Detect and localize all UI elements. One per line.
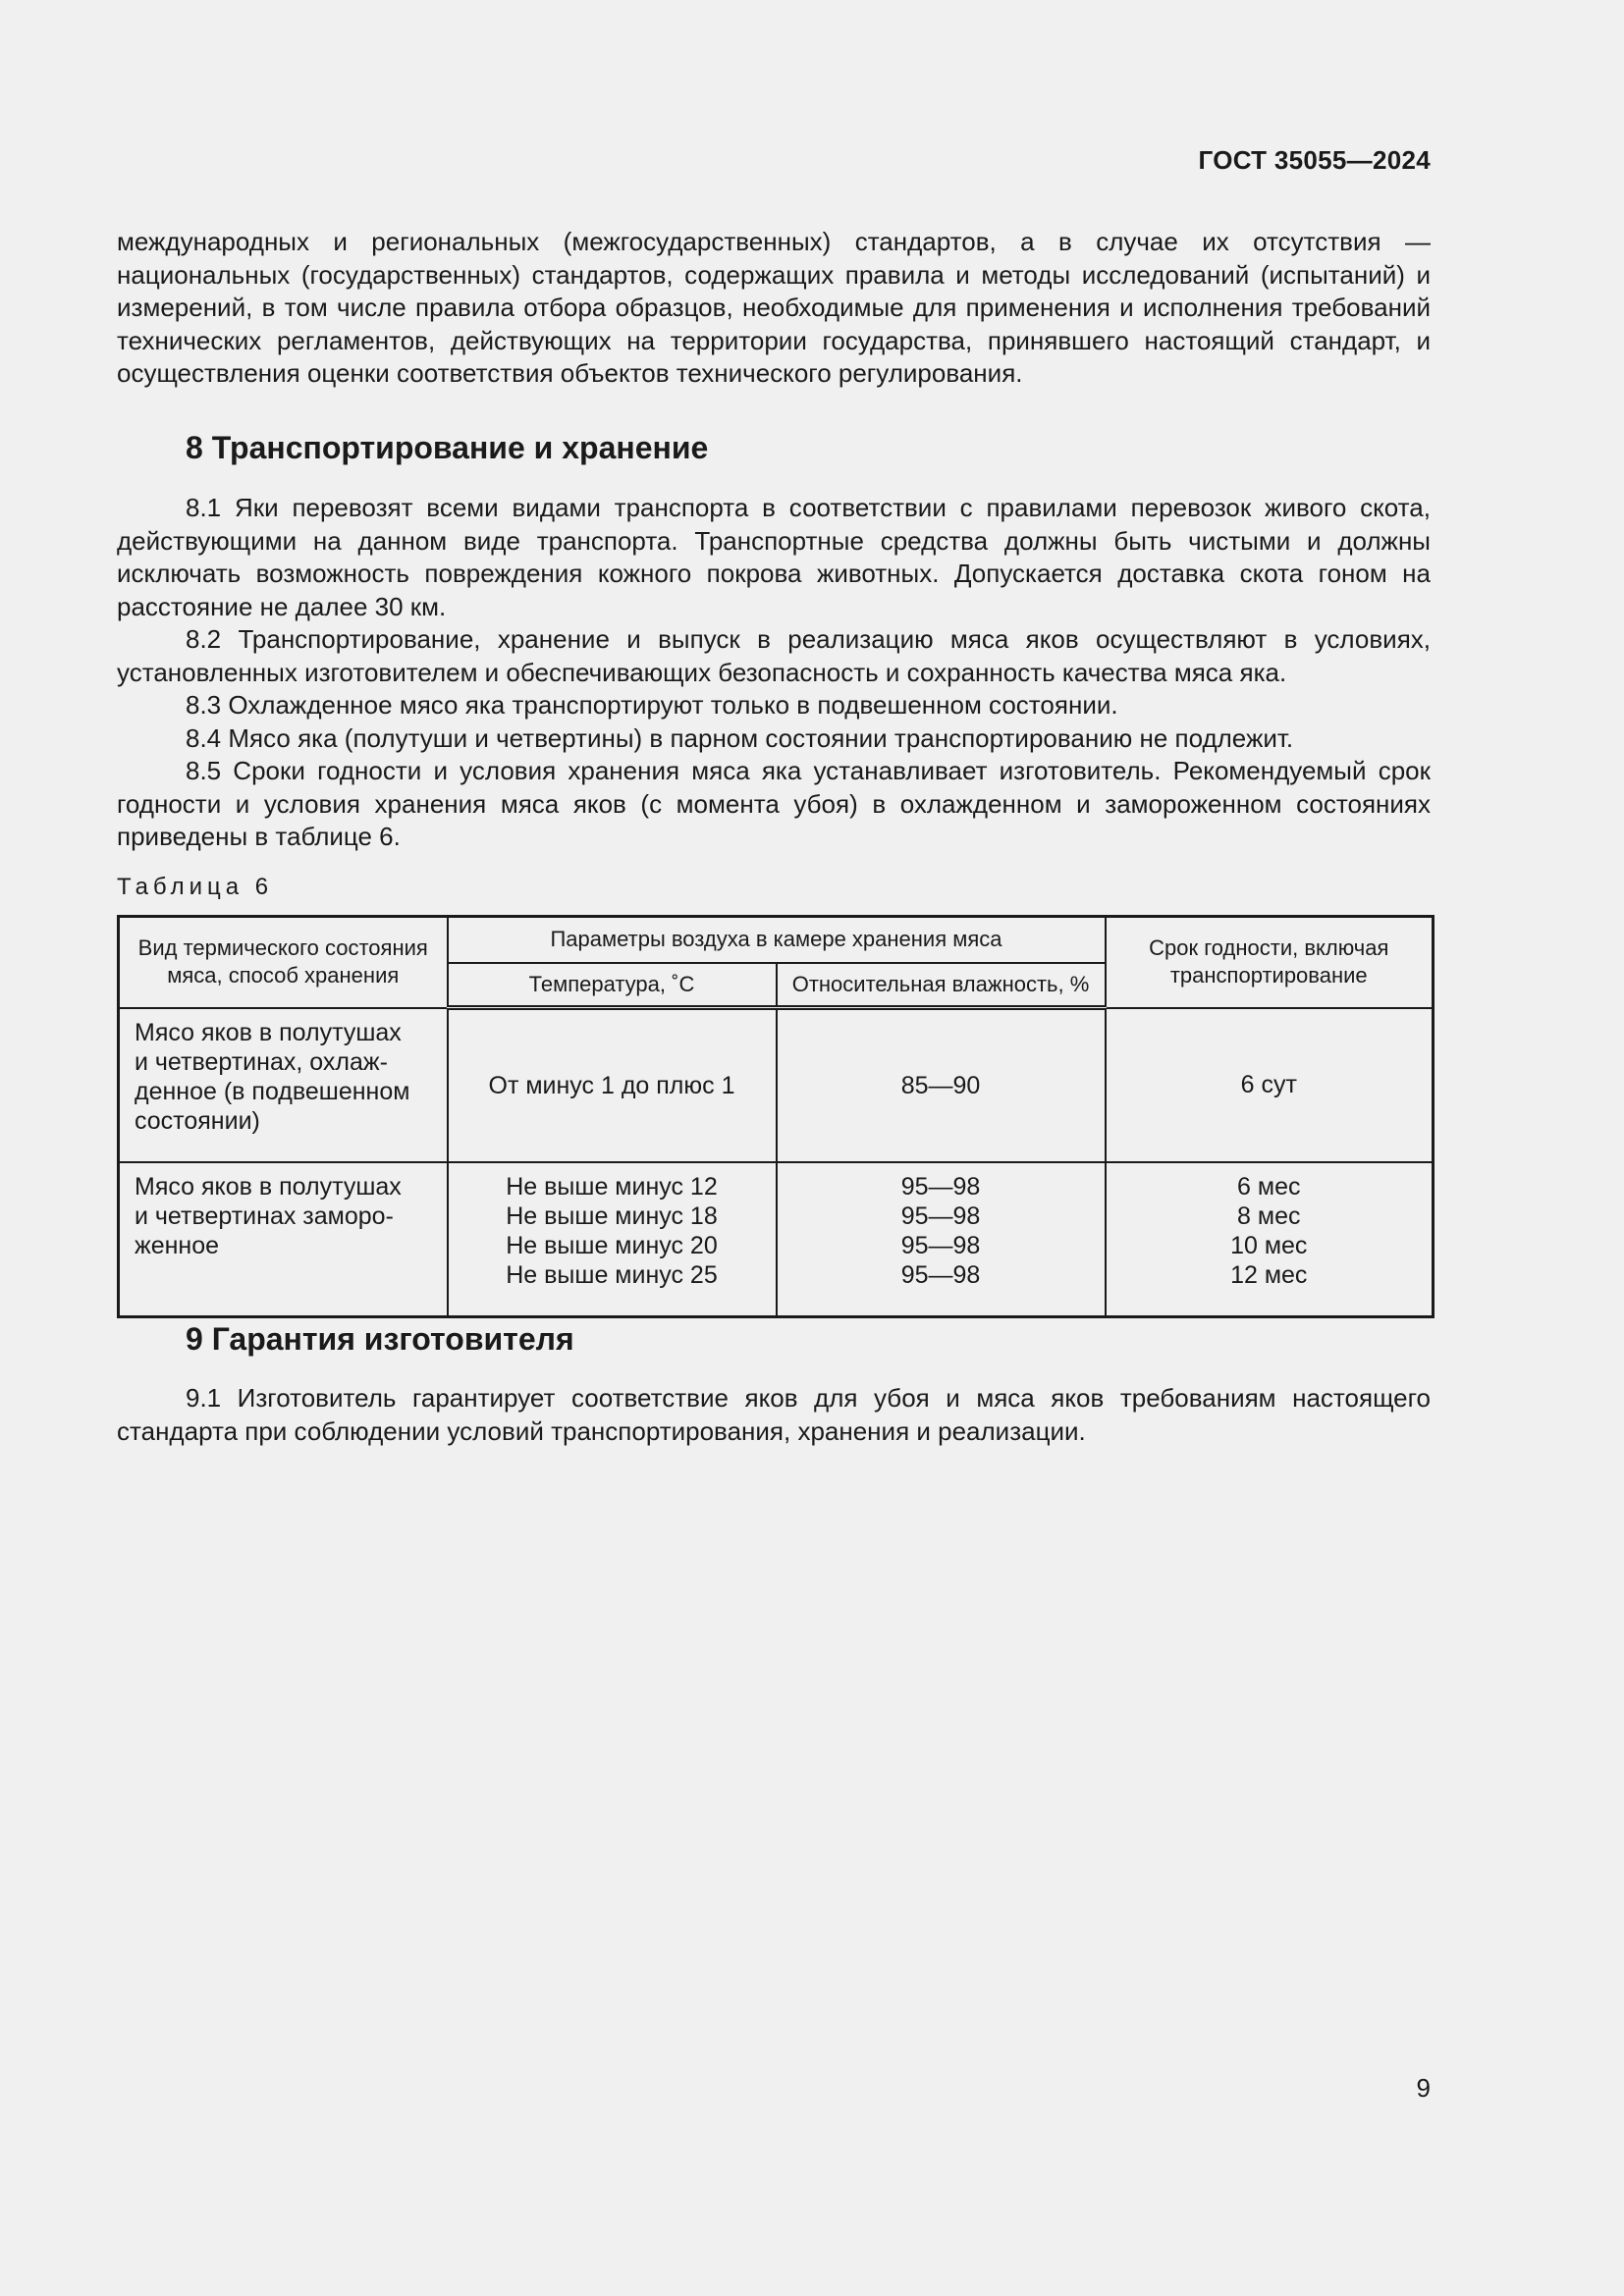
paragraph-9-1: 9.1 Изготовитель гарантирует соответствие яков для убоя и мяса яков требованиям настоящего стандарта при соблюдении условий транспортирования, хранения и реализации. — [117, 1383, 1431, 1446]
cell-shelf-life: 6 мес 8 мес 10 мес 12 мес — [1106, 1162, 1434, 1317]
document-code: ГОСТ 35055—2024 — [1198, 145, 1431, 175]
table-row — [119, 1008, 1434, 1162]
table-6-caption: Таблица 6 — [117, 874, 274, 900]
paragraph-8-5: 8.5 Сроки годности и условия хранения мяса яка устанавливает изготовитель. Рекомендуемый срок годности и условия хранения мяса яков (с момента убоя) в охлажденном и замороженном состояниях приведены в таблице 6. — [117, 756, 1431, 851]
paragraph-8-2: 8.2 Транспортирование, хранение и выпуск в реализацию мяса яков осуществляют в условиях, установленных изготовителем и обеспечивающих безопасность и сохранность качества мяса яка. — [117, 624, 1431, 687]
table-row — [119, 1162, 1434, 1317]
header-kind: Вид термического состояния мяса, способ хранения — [119, 917, 448, 1008]
section-8-body — [117, 492, 1431, 854]
cell-humidity: 95—98 95—98 95—98 95—98 — [777, 1162, 1106, 1317]
cell-temperature: От минус 1 до плюс 1 — [448, 1008, 777, 1162]
cell-shelf-life: 6 сут — [1106, 1008, 1434, 1162]
cell-kind: Мясо яков в полутушах и четвертинах заморо- женное — [119, 1162, 448, 1317]
section-9-body — [117, 1382, 1431, 1448]
header-air-params: Параметры воздуха в камере хранения мяса — [448, 917, 1106, 963]
table-6 — [117, 915, 1432, 1318]
section-8-heading: 8 Транспортирование и хранение — [186, 430, 709, 465]
header-shelf-life: Срок годности, включая транспортирование — [1106, 917, 1434, 1008]
cell-kind: Мясо яков в полутушах и четвертинах, охлаж- денное (в подвешенном состоянии) — [119, 1008, 448, 1162]
cell-temperature: Не выше минус 12 Не выше минус 18 Не выше минус 20 Не выше минус 25 — [448, 1162, 777, 1317]
paragraph-8-4: 8.4 Мясо яка (полутуши и четвертины) в парном состоянии транспортированию не подлежит. — [186, 722, 1294, 753]
cell-humidity: 85—90 — [777, 1008, 1106, 1162]
paragraph-8-3: 8.3 Охлажденное мясо яка транспортируют только в подвешенном состоянии. — [186, 690, 1118, 720]
paragraph-8-1: 8.1 Яки перевозят всеми видами транспорта в соответствии с правилами перевозок живого скота, действующими на данном виде транспорта. Транспортные средства должны быть чистыми и должны исключать возможность повреждения кожного покрова животных. Допускается доставка скота гоном на расстояние не далее 30 км. — [117, 493, 1431, 621]
intro-paragraph: международных и региональных (межгосударственных) стандартов, а в случае их отсутствия — национальных (государственных) стандартов, содержащих правила и методы исследований (испытаний) и измерений, в том числе правила отбора образцов, необходимые для применения и исполнения требований технических регламентов, действующих на территории государства, принявшего настоящий стандарт, и осуществления оценки соответствия объектов технического регулирования. — [117, 227, 1431, 388]
header-temperature: Температура, ˚С — [448, 963, 777, 1008]
page-number: 9 — [1416, 2073, 1431, 2103]
header-humidity: Относительная влажность, % — [777, 963, 1106, 1008]
section-9-heading: 9 Гарантия изготовителя — [186, 1321, 574, 1357]
